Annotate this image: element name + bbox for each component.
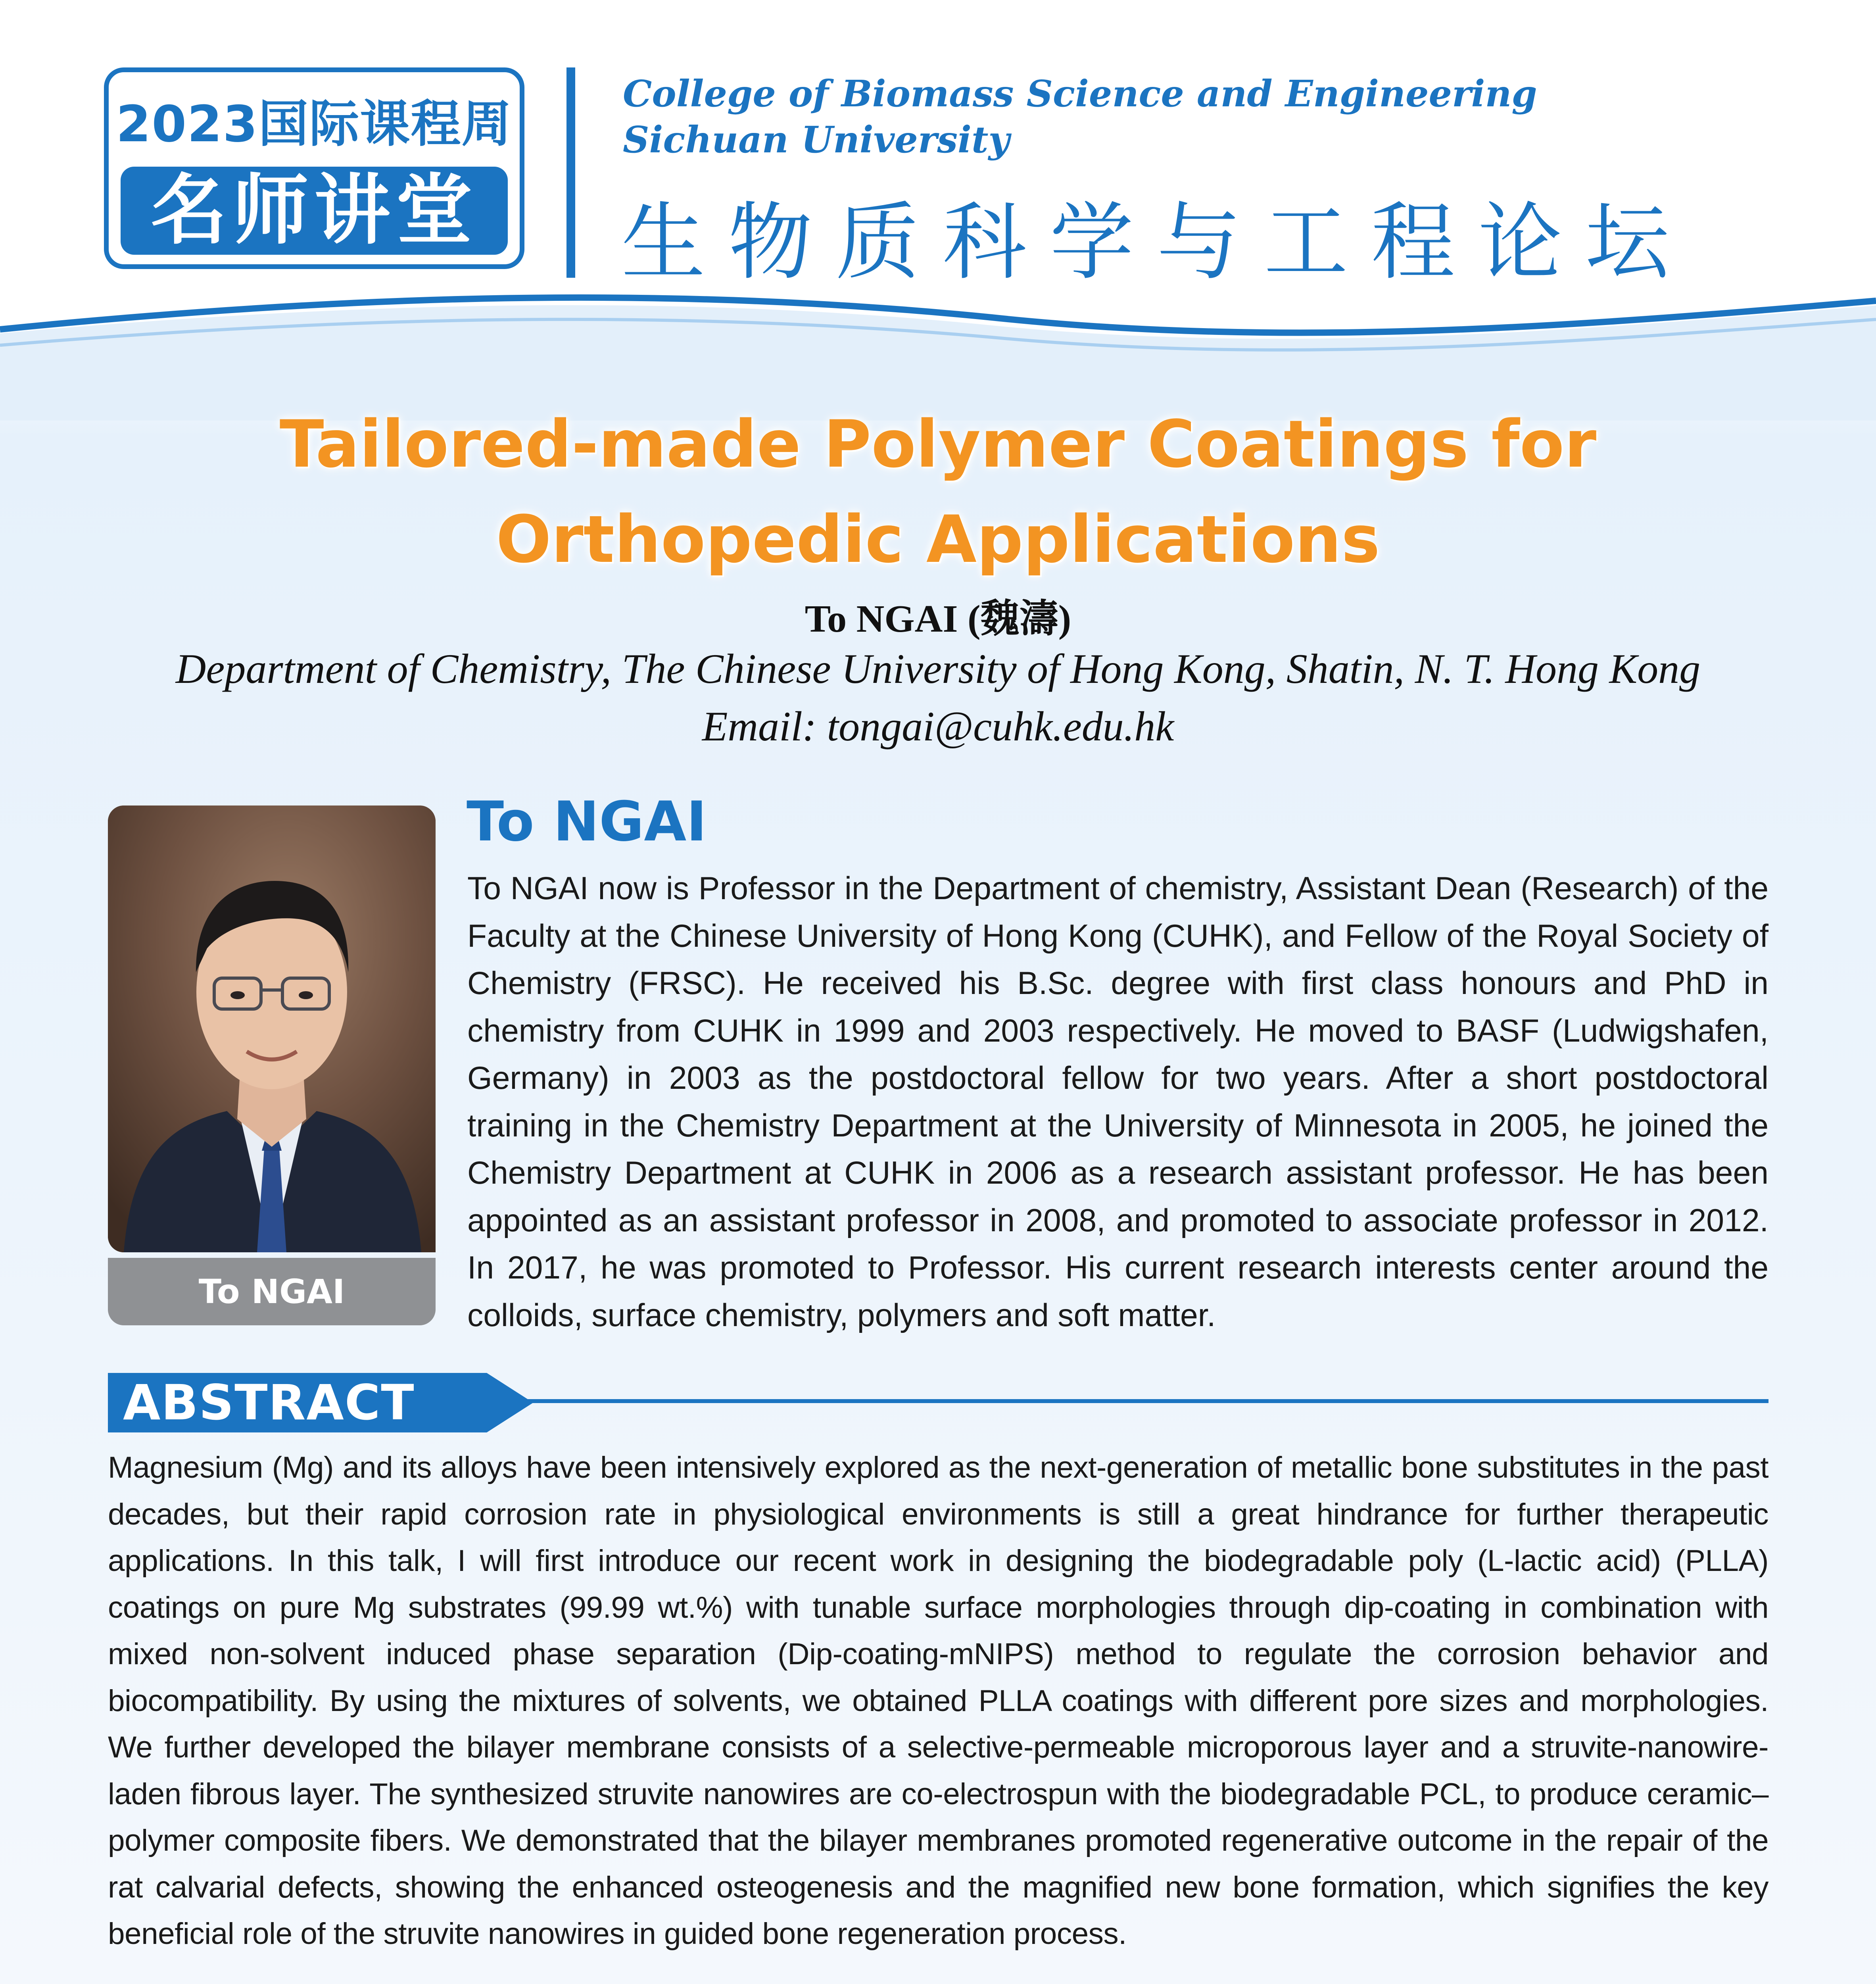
portrait-illustration <box>108 806 436 1252</box>
logo-year-text: 2023国际课程周 <box>116 95 513 153</box>
abstract-heading: ABSTRACT <box>123 1375 415 1431</box>
bio-text: To NGAI now is Professor in the Department of chemistry, Assistant Dean (Research) of the Faculty at the Chinese University of Hong Kong (CUHK), and Fellow of the Royal Society of Chemistry (FRSC). He received his B.Sc. degree with first class honours and PhD in chemistry from CUHK in 1999 and 2003 respectively. He moved to BASF (Ludwigshafen, Germany) in 2003 as the postdoctoral fellow for two years. After a short postdoctoral training in the Chemistry Department at the University of Minnesota in 2005, he joined the Chemistry Department at CUHK in 2006 as a research assistant professor. He has been appointed as an assistant professor in 2008, and promoted to associate professor in 2012. In 2017, he was promoted to Professor. His current research interests center around the colloids, surface chemistry, polymers and soft matter. <box>467 871 1768 1333</box>
speaker-name: To NGAI (魏濤) <box>805 598 1071 640</box>
abstract-text: Magnesium (Mg) and its alloys have been intensively explored as the next-generation of metallic bone substitutes in the past decades, but their rapid corrosion rate in physiological environments is still a great hindrance for further therapeutic applications. In this talk, I will first introduce our recent work in designing the biodegradable poly (L-lactic acid) (PLLA) coatings on pure Mg substrates (99.99 wt.%) with tunable surface morphologies through dip-coating in combination with mixed non-solvent induced phase separation (Dip-coating-mNIPS) method to regulate the corrosion behavior and biocompatibility. By using the mixtures of solvents, we obtained PLLA coatings with different pore sizes and morphologies. We further developed the bilayer membrane consists of a selective-permeable microporous layer and a struvite-nanowire-laden fibrous layer. The synthesized struvite nanowires are co-electrospun with the biodegradable PCL, to produce ceramic–polymer composite fibers. We demonstrated that the bilayer membranes promoted regenerative outcome in the repair of the rat calvarial defects, showing the enhanced osteogenesis and the magnified new bone formation, which signifies the key beneficial role of the struvite nanowires in guided bone regeneration process. <box>108 1451 1768 1951</box>
talk-title <box>0 397 1876 587</box>
photo-caption: To NGAI <box>108 1258 436 1325</box>
logo-title-text: 名师讲堂 <box>121 167 508 255</box>
speaker-email: Email: tongai@cuhk.edu.hk <box>702 703 1174 750</box>
forum-title: 生物质科学与工程论坛 <box>621 193 1692 291</box>
abstract-rule <box>425 1399 1768 1403</box>
event-logo <box>104 67 524 269</box>
bio-name: To NGAI <box>467 790 707 854</box>
talk-title-line-2: Orthopedic Applications <box>496 502 1380 577</box>
speaker-affiliation: Department of Chemistry, The Chinese University of Hong Kong, Shatin, N. T. Hong Kong <box>175 646 1701 692</box>
talk-title-line-1: Tailored-made Polymer Coatings for <box>279 406 1597 482</box>
speaker-photo <box>108 806 436 1252</box>
college-name <box>623 71 1537 163</box>
header-divider <box>566 67 575 278</box>
college-line-1: College of Biomass Science and Engineering <box>623 72 1537 115</box>
college-line-2: Sichuan University <box>623 118 1010 161</box>
